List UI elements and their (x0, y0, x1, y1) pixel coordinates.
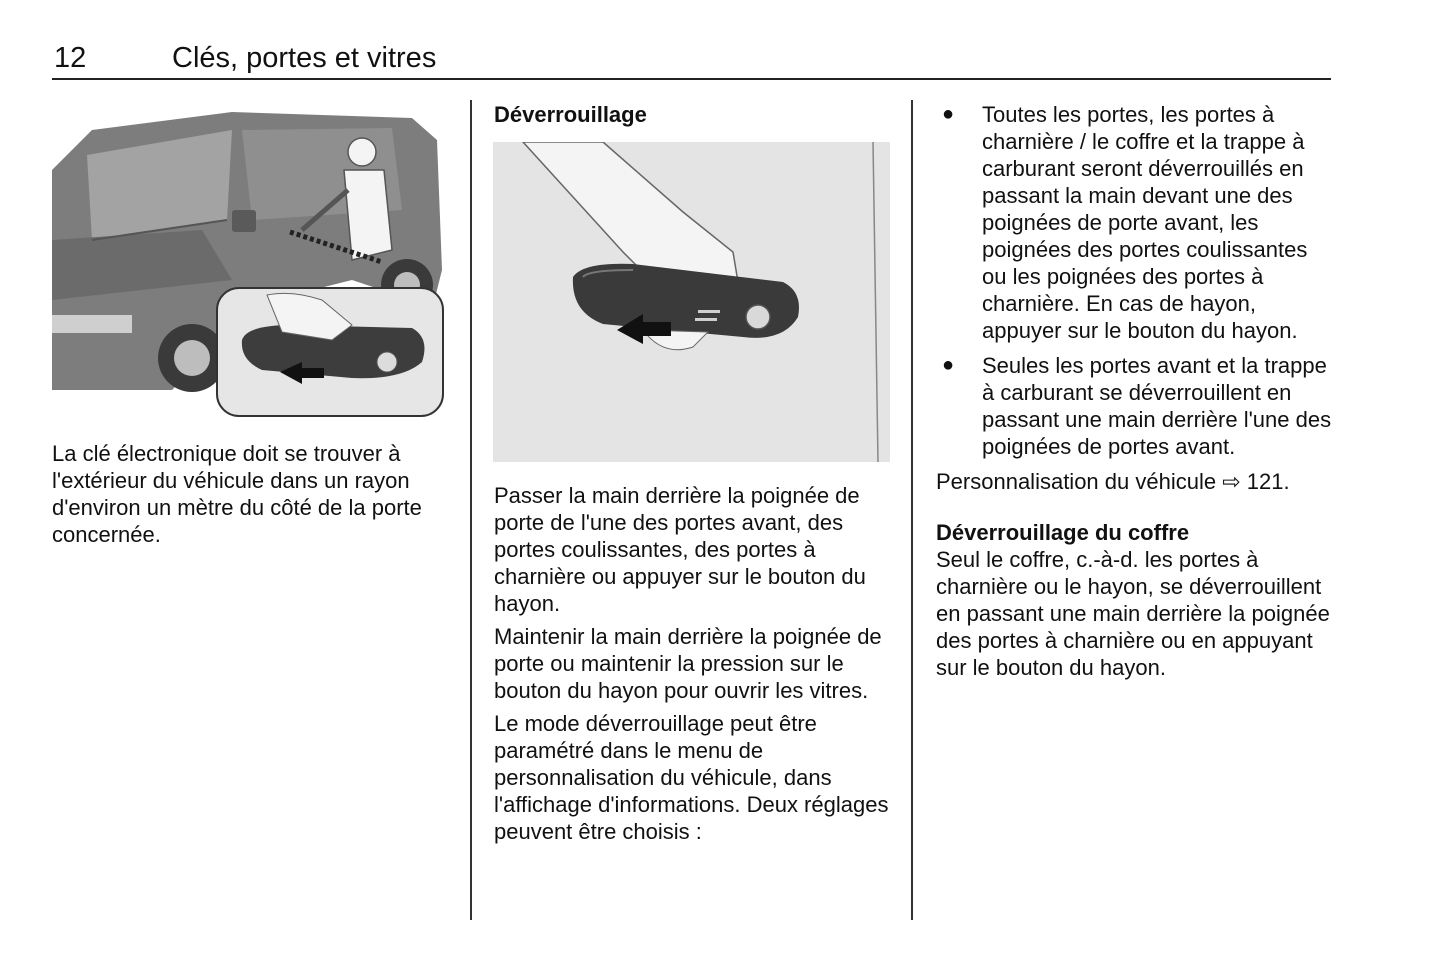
list-item (936, 101, 1336, 344)
bullet-icon: ● (942, 354, 955, 376)
unlock-settings-list (936, 101, 1336, 460)
subheading-deverrouillage-coffre: Déverrouillage du coffre (936, 520, 1190, 545)
bullet-text-1: Toutes les portes, les portes à charnière / le coffre et la trappe à carburant seront déverrouillés en passant la main devant une des poignées de porte avant, les poignées des portes coulissantes ou les poignées des portes à charnière. En cas de hayon, appuyer sur le bouton du hayon. (982, 102, 1308, 343)
bullet-icon: ● (942, 103, 955, 125)
arrow-right-icon: ⇨ (1222, 469, 1241, 494)
cross-reference (936, 468, 1336, 495)
col2-text (494, 482, 894, 851)
reference-page: 121. (1246, 469, 1290, 494)
list-item (936, 352, 1336, 460)
col2-paragraph-1: Passer la main derrière la poignée de porte de l'une des portes avant, des portes coulissantes, des portes à charnière ou appuyer sur le bouton du hayon. (494, 483, 866, 616)
column-divider-left (470, 100, 472, 920)
col3-text (936, 101, 1336, 687)
col2-paragraph-2: Maintenir la main derrière la poignée de porte ou maintenir la pression sur le bouton du hayon pour ouvrir les vitres. (494, 624, 882, 703)
section-heading-deverrouillage: Déverrouillage (494, 102, 647, 127)
col2-paragraph-3: Le mode déverrouillage peut être paramétré dans le menu de personnalisation du véhicule, dans l'affichage d'informations. Deux réglages peuvent être choisis : (494, 711, 889, 844)
bullet-text-2: Seules les portes avant et la trappe à carburant se déverrouillent en passant une main derrière l'une des poignées de portes avant. (982, 353, 1332, 459)
chapter-title: Clés, portes et vitres (172, 42, 437, 74)
van-with-person-icon (52, 100, 447, 420)
col1-paragraph: La clé électronique doit se trouver à l'extérieur du véhicule dans un rayon d'environ un mètre du côté de la porte concernée. (52, 441, 422, 547)
van-illustration (52, 100, 447, 420)
reference-text: Personnalisation du véhicule (936, 469, 1217, 494)
col3-subparagraph: Seul le coffre, c.-à-d. les portes à charnière ou le hayon, se déverrouillent en passant une main derrière la poignée des portes à charnière ou en appuyant sur le bouton du hayon. (936, 547, 1330, 680)
door-handle-illustration (493, 142, 890, 462)
page-number: 12 (54, 42, 87, 74)
hand-behind-door-handle-icon (493, 142, 890, 462)
page-header (52, 42, 1331, 80)
column-divider-right (911, 100, 913, 920)
